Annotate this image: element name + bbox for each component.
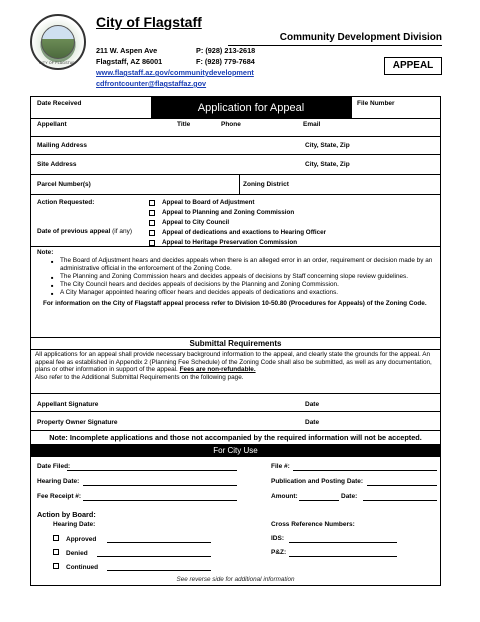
- appeal-process-info: For information on the City of Flagstaff appeal process refer to Division 10-50.80 (Procedures for Appeals) of the Zoning Code.: [43, 300, 427, 308]
- previous-appeal-hint: (if any): [112, 228, 133, 235]
- parcel-row[interactable]: [31, 175, 440, 195]
- owner-signature-row[interactable]: [31, 412, 440, 431]
- website-link[interactable]: www.flagstaff.az.gov/communitydevelopment: [96, 68, 254, 77]
- date-filed-label: Date Filed:: [37, 463, 71, 470]
- date-label: Date: [305, 401, 320, 408]
- option-city-council[interactable]: [149, 218, 326, 228]
- phone-number: P: (928) 213-2618: [196, 46, 256, 55]
- city-use-header: For City Use: [31, 444, 440, 457]
- phone-label: Phone: [221, 121, 241, 128]
- file-number-label: File Number: [357, 100, 395, 107]
- parcel-numbers-label: Parcel Number(s): [37, 181, 91, 188]
- continued-line[interactable]: [107, 570, 211, 571]
- board-hearing-date-label: Hearing Date:: [53, 521, 96, 528]
- application-form: [30, 96, 441, 586]
- approved-option[interactable]: [53, 535, 96, 544]
- option-board-of-adjustment[interactable]: [149, 198, 326, 208]
- denied-label: Denied: [66, 550, 88, 557]
- note-item: ■ The Planning and Zoning Commission hears and decides appeals of decisions by Staff concerning slope review guidelines.: [51, 273, 435, 281]
- email-link[interactable]: cdfrontcounter@flagstaffaz.gov: [96, 79, 207, 88]
- denied-line[interactable]: [97, 556, 211, 557]
- divider: [31, 349, 440, 350]
- approved-label: Approved: [66, 536, 97, 543]
- appellant-row[interactable]: [31, 119, 440, 137]
- action-by-board-label: Action by Board:: [37, 510, 96, 519]
- fee-date-line[interactable]: [363, 500, 437, 501]
- file-no-line[interactable]: [293, 470, 437, 471]
- appellant-label: Appellant: [37, 121, 67, 128]
- submittal-also: Also refer to the Additional Submittal Requirements on the following page.: [35, 374, 244, 382]
- city-seal-logo: [30, 14, 86, 70]
- city-name: City of Flagstaff: [96, 14, 202, 30]
- submittal-text: [35, 351, 437, 382]
- continued-option[interactable]: [53, 563, 98, 572]
- appeal-type-options: [149, 198, 326, 248]
- division-name: Community Development Division: [228, 32, 442, 46]
- checkbox[interactable]: [53, 535, 59, 541]
- owner-signature-label: Property Owner Signature: [37, 419, 118, 426]
- email-label: Email: [303, 121, 321, 128]
- option-label: Appeal to Heritage Preservation Commission: [162, 239, 298, 247]
- checkbox[interactable]: [53, 563, 59, 569]
- pz-line[interactable]: [289, 556, 397, 557]
- ids-line[interactable]: [289, 542, 397, 543]
- checkbox[interactable]: [149, 230, 155, 236]
- checkbox[interactable]: [149, 200, 155, 206]
- previous-appeal-label: [37, 228, 132, 236]
- cross-reference-label: Cross Reference Numbers:: [271, 521, 355, 528]
- note-item: ■ The Board of Adjustment hears and decides appeals when there is an alleged error in an order, requirement or decision made by an administrative official in the enforcement of the Zoning Code.: [51, 257, 435, 272]
- incomplete-note: Note: Incomplete applications and those not accompanied by the required information will not be accepted.: [49, 433, 422, 442]
- divider: [31, 337, 440, 338]
- option-label: Appeal to Board of Adjustment: [162, 199, 255, 207]
- publication-line[interactable]: [367, 485, 437, 486]
- submittal-title: Submittal Requirements: [189, 339, 282, 348]
- hearing-date-label: Hearing Date:: [37, 478, 80, 485]
- submittal-body: All applications for an appeal shall provide necessary background information to the appeal, and clearly state the grounds for the appeal. An appeal fee as established in Appendix 2 (Planning Fee Schedule) of the Zoning Code shall also be submitted, as well as any documentation, plans or other information in support of the appeal.: [35, 351, 432, 374]
- site-address-label: Site Address: [37, 161, 77, 168]
- zoning-district-label: Zoning District: [243, 181, 289, 188]
- notes-section: [37, 249, 435, 308]
- mailing-address-row[interactable]: [31, 137, 440, 155]
- amount-line[interactable]: [299, 500, 339, 501]
- denied-option[interactable]: [53, 549, 88, 558]
- city-state-zip-label: City, State, Zip: [305, 142, 350, 149]
- file-no-label: File #:: [271, 463, 290, 470]
- option-hearing-officer[interactable]: [149, 228, 326, 238]
- note-label: Note:: [37, 249, 54, 256]
- appellant-signature-label: Appellant Signature: [37, 401, 99, 408]
- amount-label: Amount:: [271, 493, 298, 500]
- fee-receipt-label: Fee Receipt #:: [37, 493, 82, 500]
- site-address-row[interactable]: [31, 155, 440, 175]
- note-item: ■ The City Council hears and decides appeals of decisions by the Planning and Zoning Commission.: [51, 281, 435, 289]
- fax-number: F: (928) 779-7684: [196, 57, 255, 66]
- action-requested-label: Action Requested:: [37, 199, 95, 206]
- appeal-badge: APPEAL: [384, 57, 442, 75]
- checkbox[interactable]: [53, 549, 59, 555]
- option-planning-zoning[interactable]: [149, 208, 326, 218]
- divider: [351, 97, 352, 119]
- date-received-label: Date Received: [37, 100, 82, 107]
- appellant-signature-row[interactable]: [31, 393, 440, 412]
- previous-appeal-text: Date of previous appeal: [37, 228, 111, 235]
- title-label: Title: [177, 121, 191, 128]
- seal-landscape: [41, 25, 75, 59]
- date-filed-line[interactable]: [67, 470, 237, 471]
- mailing-address-label: Mailing Address: [37, 142, 87, 149]
- divider: [239, 175, 240, 195]
- pz-label: P&Z:: [271, 549, 287, 556]
- date-label: Date: [305, 419, 320, 426]
- checkbox[interactable]: [149, 210, 155, 216]
- address-line-1: 211 W. Aspen Ave: [96, 46, 158, 55]
- checkbox[interactable]: [149, 240, 155, 246]
- address-line-2: Flagstaff, AZ 86001: [96, 57, 163, 66]
- approved-line[interactable]: [107, 542, 211, 543]
- ids-label: IDS:: [271, 535, 284, 542]
- form-title: Application for Appeal: [151, 97, 351, 119]
- seal-text: CITY OF FLAGSTAFF: [38, 60, 78, 65]
- option-label: Appeal of dedications and exactions to Hearing Officer: [162, 229, 327, 237]
- fee-date-label: Date:: [341, 493, 358, 500]
- option-label: Appeal to City Council: [162, 219, 230, 227]
- footer-note: See reverse side for additional information: [176, 576, 295, 583]
- hearing-date-line[interactable]: [83, 485, 237, 486]
- publication-label: Publication and Posting Date:: [271, 478, 364, 485]
- fee-receipt-line[interactable]: [83, 500, 237, 501]
- form-header-row: [31, 97, 440, 119]
- continued-label: Continued: [66, 564, 99, 571]
- checkbox[interactable]: [149, 220, 155, 226]
- fees-non-refundable: Fees are non-refundable.: [179, 366, 256, 374]
- note-item: ■ A City Manager appointed hearing officer hears and decides appeals of dedications and exactions.: [51, 289, 435, 297]
- city-state-zip-label: City, State, Zip: [305, 161, 350, 168]
- option-label: Appeal to Planning and Zoning Commission: [162, 209, 295, 217]
- option-heritage-preservation[interactable]: [149, 238, 326, 248]
- letterhead: [30, 14, 446, 96]
- notes-list: [51, 257, 435, 297]
